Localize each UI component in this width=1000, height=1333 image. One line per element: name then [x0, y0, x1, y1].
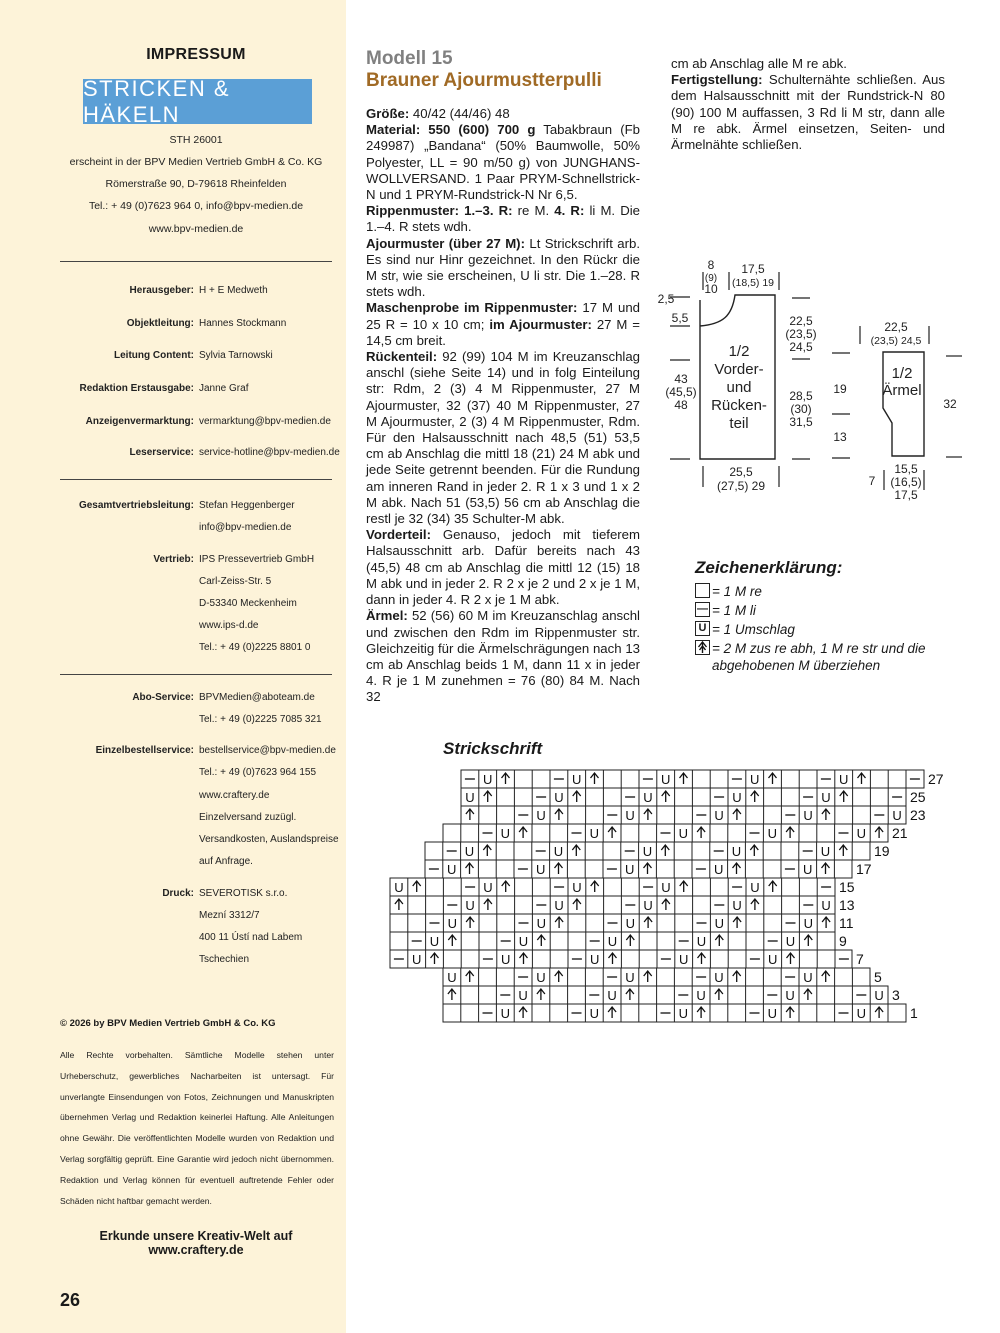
model-number: Modell 15: [366, 48, 453, 69]
instruction-paragraph: [366, 236, 640, 301]
svg-text:U: U: [856, 826, 866, 841]
dim-neck-3: 10: [704, 282, 718, 296]
svg-text:U: U: [625, 916, 635, 931]
impressum-value: www.craftery.de: [199, 790, 270, 801]
impressum-value: Janne Graf: [199, 383, 249, 394]
svg-text:U: U: [803, 916, 813, 931]
instruction-heading: Rippenmuster: 1.–3. R:: [366, 203, 513, 219]
svg-text:U: U: [750, 772, 760, 787]
impressum-label: Herausgeber:: [129, 285, 194, 296]
svg-text:U: U: [696, 988, 706, 1003]
svg-text:U: U: [767, 826, 777, 841]
svg-text:U: U: [732, 790, 742, 805]
chart-row-number: 23: [910, 807, 926, 823]
model-name: Brauner Ajourmustterpulli: [366, 70, 602, 91]
dim-sleeve-top-2: (23,5) 24,5: [870, 335, 922, 347]
instruction-text: Schulternähte schließen. Aus dem Halsausschnitt mit der Rundstrick-N 80 (90) 100 M auffassen, 3 Rd li M str, dann alle M re abk. Ärmel einsetzen, Seiten- und Ärmelnähte schließen.: [671, 72, 945, 153]
impressum-value: 400 11 Ústí nad Labem: [199, 932, 303, 943]
divider: [60, 479, 332, 480]
svg-text:U: U: [465, 898, 475, 913]
svg-text:U: U: [607, 934, 618, 949]
impressum-value: www.ips-d.de: [199, 620, 259, 631]
instruction-paragraph: [671, 56, 945, 72]
dim-sleeve-top-1: 22,5: [884, 320, 908, 334]
legend-item: [695, 602, 935, 619]
svg-text:U: U: [696, 934, 707, 949]
impressum-value: Stefan Heggenberger: [199, 500, 295, 511]
impressum-label: Gesamtvertriebsleitung:: [78, 500, 194, 511]
dim-sleeve-left-2: 13: [833, 430, 847, 444]
svg-text:U: U: [464, 844, 475, 859]
svg-text:U: U: [590, 952, 600, 967]
instruction-heading: Fertigstellung:: [671, 72, 763, 88]
legend-text: = 1 M li: [712, 603, 756, 618]
svg-text:U: U: [750, 880, 760, 895]
svg-text:U: U: [839, 772, 849, 787]
instruction-heading: Vorderteil:: [366, 527, 431, 543]
instruction-paragraph: [366, 349, 640, 527]
svg-text:U: U: [714, 862, 724, 877]
legend-title: Zeichenerklärung:: [695, 558, 843, 577]
yarn-over-icon: U: [695, 621, 710, 636]
svg-text:U: U: [785, 934, 796, 949]
dim-sleeve-right: 32: [943, 397, 957, 411]
instruction-paragraph: [671, 72, 945, 153]
svg-text:U: U: [536, 970, 546, 985]
impressum-value: Einzelversand zuzügl.: [199, 812, 297, 823]
svg-text:U: U: [429, 934, 440, 949]
svg-text:U: U: [447, 970, 457, 985]
svg-text:U: U: [589, 826, 599, 841]
publisher-info-line: Tel.: + 49 (0)7623 964 0, info@bpv-medien.de: [88, 200, 304, 212]
instruction-heading: Maschenprobe im Rippenmuster:: [366, 300, 578, 316]
chart-row-number: 7: [856, 951, 864, 967]
instruction-paragraph: [366, 122, 640, 203]
instruction-text: li M. Die 1.–4. R stets wdh.: [366, 203, 641, 235]
dim-neck-2: (9): [704, 273, 718, 284]
svg-text:U: U: [732, 898, 742, 913]
instruction-heading: im Ajourmuster:: [489, 316, 592, 332]
dim-left-big-3: 48: [674, 398, 688, 412]
promo-line: Erkunde unsere Kreativ-Welt auf www.craftery.de: [99, 1229, 293, 1257]
impressum-title: IMPRESSUM: [146, 46, 246, 63]
page-number: 26: [60, 1290, 81, 1310]
svg-text:U: U: [536, 862, 546, 877]
divider: [60, 261, 332, 262]
impressum-label: Vertrieb:: [153, 554, 194, 565]
impressum-label: Einzelbestellservice:: [95, 745, 194, 756]
svg-text:U: U: [447, 862, 457, 877]
impressum-value: info@bpv-medien.de: [199, 522, 292, 533]
publisher-info-line: STH 26001: [169, 134, 223, 146]
instruction-text: 17 M und 25 R = 10 x 10 cm;: [366, 300, 640, 332]
instruction-paragraph: [366, 527, 640, 608]
publisher-info-line: www.bpv-medien.de: [148, 223, 244, 235]
svg-text:U: U: [483, 772, 493, 787]
dim-bottom-1: 25,5: [729, 465, 753, 479]
dim-left-small-2: 5,5: [671, 311, 689, 325]
impressum-value: Carl-Zeiss-Str. 5: [199, 576, 272, 587]
instruction-text: cm ab Anschlag alle M re abk.: [671, 56, 847, 71]
body-label-4: Rücken-: [711, 397, 767, 414]
divider: [60, 674, 332, 675]
svg-text:U: U: [785, 988, 795, 1003]
dim-shoulder-2: (18,5) 19: [731, 277, 775, 289]
svg-text:U: U: [714, 808, 724, 823]
impressum-value: BPVMedien@aboteam.de: [199, 692, 315, 703]
svg-text:U: U: [661, 880, 671, 895]
svg-text:U: U: [518, 934, 529, 949]
chart-row-number: 19: [874, 843, 890, 859]
dim-bottom-2: (27,5) 29: [716, 479, 766, 493]
svg-text:U: U: [589, 1006, 599, 1021]
svg-text:U: U: [572, 880, 582, 895]
svg-text:U: U: [678, 1006, 688, 1021]
legend-item: [695, 583, 935, 600]
sleeve-label-1: 1/2: [891, 365, 913, 382]
svg-text:U: U: [625, 808, 635, 823]
impressum-value: auf Anfrage.: [199, 856, 253, 867]
svg-text:U: U: [731, 844, 742, 859]
dim-right-upper-2: (23,5): [785, 327, 817, 341]
svg-text:U: U: [625, 970, 635, 985]
chart-row-number: 25: [910, 789, 926, 805]
dim-right-lower-2: (30): [790, 402, 812, 416]
svg-text:U: U: [767, 1006, 777, 1021]
legend-text: = 2 M zus re abh, 1 M re str und die abgehobenen M überziehen: [712, 641, 926, 673]
instruction-text: 52 (56) 60 M im Kreuzanschlag anschl und zwischen den Rdm im Rippenmuster str. Gleichzeitig für die Ärmelschrägungen nach 13 cm ab Anschlag beids 1 M, dann 11 x in jeder 4. R je 1 M zunehmen = 76 (80) 84 M. Nach 32: [366, 608, 640, 705]
impressum-value: Hannes Stockmann: [199, 318, 287, 329]
rights-notice: Alle Rechte vorbehalten. Sämtliche Modelle stehen unter Urheberschutz, gewerbliches Nacharbeiten ist untersagt. Für unverlangte Einsendungen von Fotos, Zeichnungen und Manuskripten übernehmen Verlag und Redaktion keinerlei Haftung. Alle Anleitungen ohne Gewähr. Die veröffentlichten Modelle wurden von Redaktion und Verlag sorgfältig geprüft. Eine Garantie wird jedoch nicht übernommen. Redaktion und Verlag können für eventuell auftretende Fehler oder Schäden nicht haftbar gemacht werden.: [60, 1050, 334, 1206]
impressum-value: Sylvia Tarnowski: [199, 350, 273, 361]
svg-text:U: U: [394, 880, 404, 895]
instructions-text-2: [671, 56, 945, 153]
svg-text:U: U: [874, 988, 884, 1003]
svg-text:U: U: [483, 880, 493, 895]
svg-text:U: U: [803, 970, 813, 985]
svg-text:U: U: [501, 952, 511, 967]
svg-text:U: U: [821, 898, 831, 913]
chart-row-number: 1: [910, 1005, 918, 1021]
dim-left-big-2: (45,5): [665, 385, 697, 399]
svg-text:U: U: [803, 808, 813, 823]
instructions-column-1: [366, 48, 640, 706]
svg-text:U: U: [536, 916, 546, 931]
dim-sleeve-bottom-left: 7: [868, 474, 876, 488]
instruction-heading: Rückenteil:: [366, 349, 438, 365]
svg-text:U: U: [714, 970, 724, 985]
knitting-chart: [394, 765, 960, 1025]
svg-text:U: U: [625, 862, 635, 877]
impressum-label: Leitung Content:: [114, 350, 194, 361]
instruction-heading: 4. R:: [554, 203, 585, 219]
purl-stitch-icon: —: [697, 603, 708, 615]
chart-row: [461, 788, 906, 806]
dim-neck-1: 8: [707, 258, 715, 272]
chart-title: Strickschrift: [443, 739, 543, 758]
svg-text:U: U: [465, 790, 475, 805]
svg-text:U: U: [553, 844, 564, 859]
chart-row-number: 13: [839, 897, 855, 913]
chart-row: [390, 878, 835, 896]
impressum-label: Leserservice:: [129, 447, 194, 458]
knit-stitch-icon: [695, 583, 710, 598]
double-decrease-icon: [695, 640, 710, 655]
chart-row-number: 11: [839, 915, 854, 931]
svg-text:U: U: [768, 952, 778, 967]
dim-shoulder-1: 17,5: [741, 262, 765, 276]
svg-text:U: U: [820, 844, 831, 859]
chart-row-number: 3: [892, 987, 900, 1003]
impressum-value: Tel.: + 49 (0)2225 8801 0: [199, 642, 311, 653]
legend-text: = 1 M re: [712, 584, 762, 599]
instruction-paragraph: [366, 608, 640, 705]
instruction-paragraph: [366, 203, 640, 235]
instruction-text: Lt Strickschrift arb. Es sind nur Hinr gezeichnet. In den Rückr die M str, wie sie erscheinen, U li str. Die 1.–28. R stets wdh.: [366, 235, 640, 300]
svg-text:U: U: [661, 772, 671, 787]
instruction-text: 40/42 (44/46) 48: [409, 106, 510, 121]
impressum-value: SEVEROTISK s.r.o.: [199, 888, 288, 899]
chart-row-number: 5: [874, 969, 882, 985]
dim-sleeve-bottom-1: 15,5: [894, 462, 918, 476]
legend-item: [695, 621, 935, 638]
svg-text:U: U: [554, 790, 564, 805]
chart-row-number: 21: [892, 825, 908, 841]
svg-text:U: U: [500, 1006, 510, 1021]
dim-sleeve-left-1: 19: [833, 382, 847, 396]
body-label-3: und: [726, 379, 752, 396]
impressum-value: bestellservice@bpv-medien.de: [199, 745, 336, 756]
svg-text:U: U: [412, 952, 422, 967]
body-label-1: 1/2: [728, 343, 750, 360]
chart-row-number: 27: [928, 771, 944, 787]
instruction-paragraph: [366, 300, 640, 349]
instruction-text: re M.: [512, 203, 555, 219]
impressum-value: Versandkosten, Auslandspreise: [199, 834, 339, 845]
legend-text: = 1 Umschlag: [712, 622, 795, 637]
chart-row-number: 15: [839, 879, 855, 895]
impressum-value: Mezní 3312/7: [199, 910, 260, 921]
svg-text:U: U: [679, 952, 689, 967]
impressum-value: IPS Pressevertrieb GmbH: [199, 554, 315, 565]
svg-text:U: U: [518, 988, 528, 1003]
impressum-label: Abo-Service:: [132, 692, 194, 703]
dim-right-upper-3: 24,5: [789, 340, 813, 354]
svg-text:U: U: [607, 988, 617, 1003]
instruction-paragraph: [366, 106, 640, 122]
instruction-text: Genauso, jedoch mit tieferem Halsausschnitt arb. Dafür bereits nach 43 (45,5) 48 cm ab Anschlag die mittl 12 (15) 18 M abk und in jeder 2. R 2 x je 2 und 2 x je 1 M, dann in jeder 4. R 2 x je 1 M abk.: [366, 527, 640, 608]
svg-text:U: U: [643, 790, 653, 805]
svg-text:U: U: [536, 808, 546, 823]
impressum-label: Anzeigenvermarktung:: [85, 416, 194, 427]
impressum-label: Objektleitung:: [126, 318, 194, 329]
impressum-value: Tel.: + 49 (0)7623 964 155: [199, 767, 317, 778]
svg-text:U: U: [447, 916, 457, 931]
sleeve-label-2: Ärmel: [882, 382, 922, 399]
magazine-logo: STRICKEN & HÄKELN: [83, 79, 312, 124]
dim-sleeve-bottom-3: 17,5: [894, 488, 918, 502]
instruction-heading: Ajourmuster (über 27 M):: [366, 235, 525, 251]
instruction-text: Tabakbraun (Fb 249987) „Bandana“ (50% Baumwolle, 50% Polyester, LL = 90 m/50 g) von JUNGHANS-WOLLVERSAND. 1 Paar PRYM-Schnellstrick-N und 1 PRYM-Rundstrick-N Nr 6,5.: [366, 122, 641, 203]
body-label-2: Vorder-: [714, 361, 764, 378]
dim-right-upper-1: 22,5: [789, 314, 813, 328]
instructions-column-2: [671, 56, 945, 153]
instructions-text-1: [366, 106, 640, 706]
svg-text:U: U: [500, 826, 510, 841]
impressum-value: Tel.: + 49 (0)2225 7085 321: [199, 714, 322, 725]
svg-text:U: U: [714, 916, 724, 931]
pattern-schematic: [650, 255, 1000, 505]
svg-text:U: U: [572, 772, 582, 787]
impressum-value: H + E Medweth: [199, 285, 268, 296]
dim-sleeve-bottom-2: (16,5): [890, 475, 922, 489]
dim-right-lower-3: 31,5: [789, 415, 813, 429]
legend-item: [695, 640, 935, 674]
svg-text:U: U: [892, 808, 902, 823]
svg-text:U: U: [643, 898, 653, 913]
svg-text:U: U: [554, 898, 564, 913]
impressum-value: Tschechien: [199, 954, 250, 965]
svg-text:U: U: [642, 844, 653, 859]
impressum-label: Redaktion Erstausgabe:: [79, 383, 194, 394]
chart-row-number: 17: [856, 861, 872, 877]
svg-text:U: U: [856, 1006, 866, 1021]
svg-text:U: U: [821, 790, 831, 805]
impressum-value: vermarktung@bpv-medien.de: [199, 416, 331, 427]
publisher-info-line: Römerstraße 90, D-79618 Rheinfelden: [105, 178, 287, 190]
copyright: © 2026 by BPV Medien Vertrieb GmbH & Co. KG: [60, 1018, 276, 1029]
body-label-5: teil: [729, 415, 749, 432]
svg-text:U: U: [678, 826, 688, 841]
instruction-text: 92 (99) 104 M im Kreuzanschlag anschl (siehe Seite 14) und in folg Einteilung str: Rdm, 2 (3) 4 M Rippenmuster, 27 M Ajourmuster, 32 (37) 40 M Rippenmuster, 27 M Ajourmuster, 2 (3) 4 M Rippenmuster, Rdm. Für den Halsausschnitt nach 48,5 (51) 53,5 cm ab Anschlag die mittl 18 (21) 24 M abk und jede Seite getrennt beenden. Für die Rundung am inneren Rand in jeder 2. R 1 x 3 und 1 x 2 M abk. Nach 51 (53,5) 56 cm ab Anschlag die restl je 32 (34) 35 Schulter-M abk.: [366, 349, 640, 527]
impressum-value: D-53340 Meckenheim: [199, 598, 297, 609]
impressum-value: service-hotline@bpv-medien.de: [199, 447, 340, 458]
dim-right-lower-1: 28,5: [789, 389, 813, 403]
chart-row-number: 9: [839, 933, 847, 949]
instruction-heading: Größe:: [366, 106, 410, 121]
dim-left-big-1: 43: [674, 372, 688, 386]
impressum-label: Druck:: [162, 888, 194, 899]
svg-text:U: U: [803, 862, 813, 877]
instruction-heading: Ärmel:: [366, 608, 408, 624]
instruction-text: 27 M = 14,5 cm breit.: [366, 316, 640, 348]
publisher-info-line: erscheint in der BPV Medien Vertrieb GmbH & Co. KG: [69, 156, 323, 168]
dim-left-small-1: 2,5: [657, 292, 675, 306]
instruction-heading: Material: 550 (600) 700 g: [366, 122, 536, 138]
